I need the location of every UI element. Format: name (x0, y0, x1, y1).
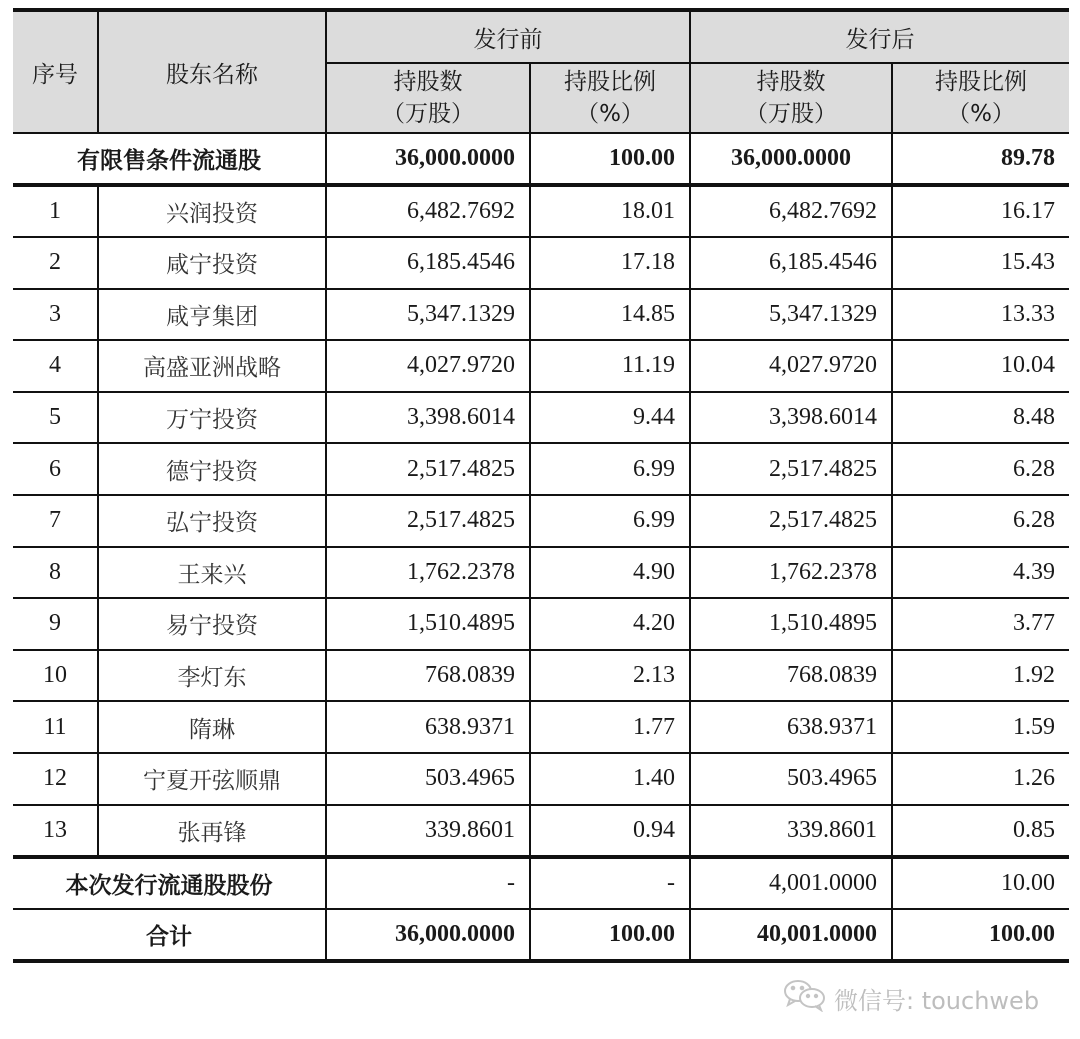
before-shares: 638.9371 (326, 701, 530, 753)
row-label: 合计 (13, 909, 326, 961)
shareholder-row (13, 392, 1069, 444)
after-ratio: 10.04 (892, 340, 1069, 392)
before-ratio: 1.77 (530, 701, 690, 753)
issuance-row (13, 857, 1069, 909)
after-ratio: 16.17 (892, 185, 1069, 237)
after-shares: 6,482.7692 (690, 185, 892, 237)
shareholder-name: 咸亨集团 (98, 289, 326, 341)
shareholder-name: 德宁投资 (98, 443, 326, 495)
shareholder-row (13, 237, 1069, 289)
after-shares: 3,398.6014 (690, 392, 892, 444)
after-ratio: 4.39 (892, 547, 1069, 599)
before-shares: 2,517.4825 (326, 443, 530, 495)
seq-cell: 8 (13, 547, 98, 599)
shareholder-name: 王来兴 (98, 547, 326, 599)
after-ratio: 1.26 (892, 753, 1069, 805)
watermark (782, 978, 1039, 1018)
seq-cell: 1 (13, 185, 98, 237)
seq-cell: 4 (13, 340, 98, 392)
after-shares: 2,517.4825 (690, 443, 892, 495)
after-shares: 2,517.4825 (690, 495, 892, 547)
before-ratio: 14.85 (530, 289, 690, 341)
before-shares: 503.4965 (326, 753, 530, 805)
header-before-ratio: 持股比例 （%） (530, 63, 690, 133)
after-shares: 5,347.1329 (690, 289, 892, 341)
shareholder-row (13, 443, 1069, 495)
before-shares: 5,347.1329 (326, 289, 530, 341)
before-ratio: 18.01 (530, 185, 690, 237)
shareholder-name: 宁夏开弦顺鼎 (98, 753, 326, 805)
after-shares: 1,510.4895 (690, 598, 892, 650)
header-after-ratio: 持股比例 （%） (892, 63, 1069, 133)
seq-cell: 3 (13, 289, 98, 341)
shareholder-name: 易宁投资 (98, 598, 326, 650)
seq-cell: 7 (13, 495, 98, 547)
header-before-shares: 持股数 （万股） (326, 63, 530, 133)
shareholding-table (13, 8, 1069, 963)
seq-cell: 13 (13, 805, 98, 857)
before-ratio: 9.44 (530, 392, 690, 444)
seq-cell: 5 (13, 392, 98, 444)
after-ratio: 10.00 (892, 857, 1069, 909)
before-shares: 1,762.2378 (326, 547, 530, 599)
shareholder-row (13, 185, 1069, 237)
seq-cell: 12 (13, 753, 98, 805)
after-shares: 36,000.0000 (690, 133, 892, 185)
after-shares: 638.9371 (690, 701, 892, 753)
after-shares: 503.4965 (690, 753, 892, 805)
before-ratio: - (530, 857, 690, 909)
before-ratio: 4.90 (530, 547, 690, 599)
after-shares: 4,001.0000 (690, 857, 892, 909)
shareholder-name: 兴润投资 (98, 185, 326, 237)
header-after-shares: 持股数 （万股） (690, 63, 892, 133)
row-label: 本次发行流通股股份 (13, 857, 326, 909)
shareholder-row (13, 805, 1069, 857)
after-ratio: 89.78 (892, 133, 1069, 185)
header-before-issuance: 发行前 (326, 10, 690, 63)
after-ratio: 100.00 (892, 909, 1069, 961)
after-ratio: 1.59 (892, 701, 1069, 753)
seq-cell: 9 (13, 598, 98, 650)
after-ratio: 3.77 (892, 598, 1069, 650)
seq-cell: 10 (13, 650, 98, 702)
shareholder-name: 高盛亚洲战略 (98, 340, 326, 392)
seq-cell: 2 (13, 237, 98, 289)
seq-cell: 6 (13, 443, 98, 495)
seq-cell: 11 (13, 701, 98, 753)
after-ratio: 6.28 (892, 495, 1069, 547)
wechat-icon (782, 978, 828, 1018)
before-shares: 4,027.9720 (326, 340, 530, 392)
before-shares: 2,517.4825 (326, 495, 530, 547)
shareholder-name: 万宁投资 (98, 392, 326, 444)
before-ratio: 100.00 (530, 909, 690, 961)
before-shares: 339.8601 (326, 805, 530, 857)
after-shares: 6,185.4546 (690, 237, 892, 289)
shareholder-name: 张再锋 (98, 805, 326, 857)
before-shares: 6,482.7692 (326, 185, 530, 237)
after-ratio: 8.48 (892, 392, 1069, 444)
shareholding-table-container (13, 8, 1069, 963)
shareholder-row (13, 753, 1069, 805)
watermark-text: 微信号: touchweb (834, 986, 1040, 1015)
header-name: 股东名称 (98, 10, 326, 133)
after-shares: 4,027.9720 (690, 340, 892, 392)
header-after-issuance: 发行后 (690, 10, 1069, 63)
after-ratio: 1.92 (892, 650, 1069, 702)
row-label: 有限售条件流通股 (13, 133, 326, 185)
before-shares: 6,185.4546 (326, 237, 530, 289)
header-seq: 序号 (13, 10, 98, 133)
shareholder-row (13, 495, 1069, 547)
after-shares: 768.0839 (690, 650, 892, 702)
before-ratio: 2.13 (530, 650, 690, 702)
before-ratio: 100.00 (530, 133, 690, 185)
before-shares: 768.0839 (326, 650, 530, 702)
before-ratio: 1.40 (530, 753, 690, 805)
before-ratio: 0.94 (530, 805, 690, 857)
before-ratio: 17.18 (530, 237, 690, 289)
before-ratio: 6.99 (530, 443, 690, 495)
before-ratio: 11.19 (530, 340, 690, 392)
shareholder-name: 隋琳 (98, 701, 326, 753)
after-ratio: 0.85 (892, 805, 1069, 857)
shareholder-row (13, 547, 1069, 599)
shareholder-name: 咸宁投资 (98, 237, 326, 289)
shareholder-row (13, 598, 1069, 650)
before-shares: 3,398.6014 (326, 392, 530, 444)
before-shares: 1,510.4895 (326, 598, 530, 650)
before-shares: 36,000.0000 (326, 909, 530, 961)
before-ratio: 4.20 (530, 598, 690, 650)
after-shares: 1,762.2378 (690, 547, 892, 599)
after-ratio: 15.43 (892, 237, 1069, 289)
total-row (13, 909, 1069, 961)
before-shares: 36,000.0000 (326, 133, 530, 185)
before-ratio: 6.99 (530, 495, 690, 547)
restricted-shares-row (13, 133, 1069, 185)
after-shares: 40,001.0000 (690, 909, 892, 961)
shareholder-row (13, 701, 1069, 753)
shareholder-name: 弘宁投资 (98, 495, 326, 547)
before-shares: - (326, 857, 530, 909)
shareholder-row (13, 340, 1069, 392)
shareholder-name: 李灯东 (98, 650, 326, 702)
after-shares: 339.8601 (690, 805, 892, 857)
shareholder-row (13, 289, 1069, 341)
shareholder-row (13, 650, 1069, 702)
after-ratio: 6.28 (892, 443, 1069, 495)
after-ratio: 13.33 (892, 289, 1069, 341)
